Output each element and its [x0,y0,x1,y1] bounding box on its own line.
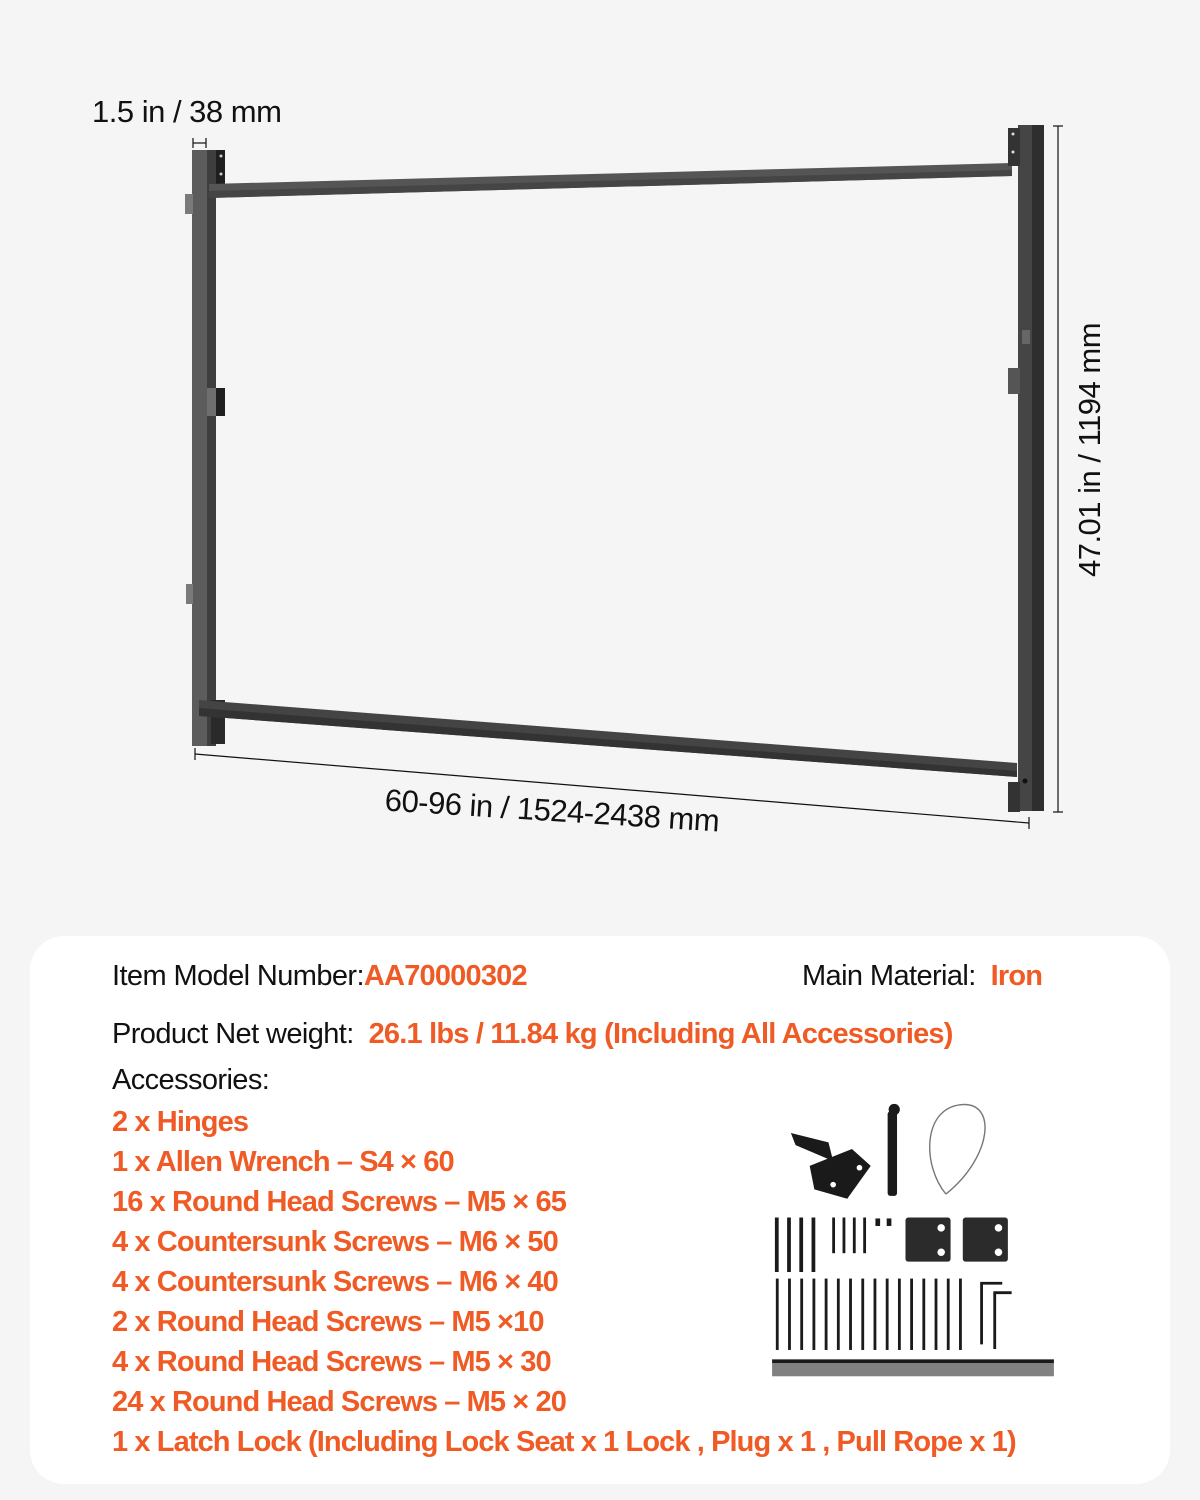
pull-rope-icon [930,1105,985,1195]
height-label: 47.01 in / 1194 mm [1072,322,1107,578]
model-number-value: AA70000302 [363,960,527,992]
accessory-item: 2 x Hinges [112,1106,249,1138]
latch-handle-icon [888,1104,900,1196]
tube-width-label: 1.5 in / 38 mm [92,94,282,129]
short-screws-icon [772,1359,1054,1376]
accessory-item: 1 x Allen Wrench – S4 × 60 [112,1146,454,1178]
main-material-value: Iron [990,960,1043,992]
accessory-item: 4 x Countersunk Screws – M6 × 50 [112,1226,558,1258]
accessory-item: 2 x Round Head Screws – M5 ×10 [112,1306,544,1338]
top-rail [209,163,1012,198]
long-screws-icon [776,1279,962,1350]
model-number-row [112,960,527,993]
accessory-item: 1 x Latch Lock (Including Lock Seat x 1 Lock , Plug x 1 , Pull Rope x 1) [112,1426,1016,1458]
main-material-row [802,960,1042,993]
accessory-item: 4 x Round Head Screws – M5 × 30 [112,1346,551,1378]
tube-width-marker [193,138,206,148]
net-weight-value: 26.1 lbs / 11.84 kg (Including All Accessories) [368,1018,953,1050]
spec-card [30,936,1170,1484]
countersunk-screws-icon [775,1218,891,1272]
length-label: 60-96 in / 1524-2438 mm [383,782,721,839]
latch-lock-icon [791,1133,871,1199]
accessories-heading [112,1064,269,1097]
hinge-plates-icon [905,1218,1007,1262]
allen-wrench-icon [982,1283,1012,1349]
net-weight-row [112,1018,953,1051]
net-weight-label: Product Net weight: [112,1018,354,1050]
left-post [185,150,225,746]
right-post [1008,125,1044,812]
accessories-label: Accessories: [112,1064,270,1096]
accessory-item: 4 x Countersunk Screws – M6 × 40 [112,1266,558,1298]
bottom-rail [199,700,1017,777]
model-number-label: Item Model Number: [112,960,364,992]
accessory-item: 24 x Round Head Screws – M5 × 20 [112,1386,566,1418]
height-dimension-line [1053,126,1063,812]
main-material-label: Main Material: [802,960,976,992]
accessories-photo [758,1086,1068,1396]
accessory-item: 16 x Round Head Screws – M5 × 65 [112,1186,566,1218]
